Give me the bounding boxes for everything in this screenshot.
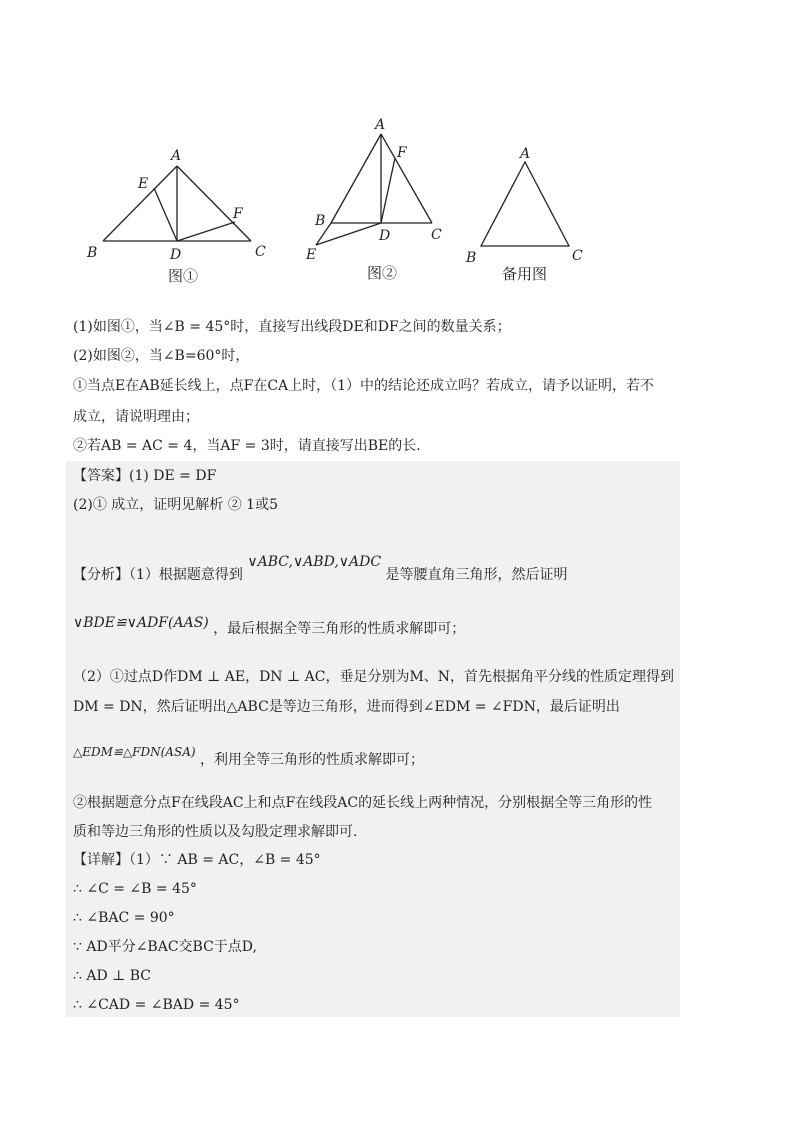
analysis-p2-line3-math: △EDM≌△FDN(ASA)	[73, 745, 196, 759]
fig1-segment-ac	[177, 166, 251, 241]
analysis-part-1-line-2	[73, 615, 466, 639]
fig2-label-b: B	[315, 213, 326, 229]
fig1-caption: 图①	[168, 267, 199, 285]
fig2-segment-df	[381, 158, 395, 223]
fig1-segment-ed	[154, 188, 177, 241]
analysis-part-3-line-2: 质和等边三角形的性质以及勾股定理求解即可.	[73, 824, 358, 840]
answer-line-2: (2)① 成立，证明见解析 ② 1或5	[73, 497, 278, 513]
figure-2	[316, 134, 432, 245]
answer-panel	[66, 461, 680, 1017]
fig1-label-e: E	[138, 176, 149, 192]
detail-line-2: ∴ ∠C = ∠B = 45°	[73, 881, 197, 897]
analysis-part-1-line-1	[73, 554, 568, 585]
detail-line-5: ∴ AD ⊥ BC	[73, 968, 152, 984]
fig2-label-e: E	[306, 247, 317, 263]
figure-1	[103, 166, 251, 241]
fig2-segment-ed	[316, 223, 381, 245]
fig1-segment-df	[177, 222, 235, 241]
question-part-2a-line-2: 成立，请说明理由；	[73, 409, 199, 425]
question-part-2b: ②若AB = AC = 4，当AF = 3时，请直接写出BE的长.	[73, 438, 421, 454]
analysis-part-2-line-2: DM = DN，然后证明出△ABC是等边三角形，进而得到∠EDM = ∠FDN，最后证明出	[73, 699, 620, 715]
fig2-segment-ab	[331, 134, 381, 223]
fig3-label-a: A	[520, 146, 531, 162]
geometry-figures	[0, 0, 800, 300]
detail-line-6: ∴ ∠CAD = ∠BAD = 45°	[73, 997, 240, 1013]
fig1-label-a: A	[171, 148, 182, 164]
fig1-label-c: C	[255, 244, 266, 260]
fig2-label-d: D	[379, 228, 391, 244]
fig2-label-a: A	[375, 117, 386, 133]
detail-line-1: 【详解】（1）∵ AB = AC，∠B = 45°	[73, 852, 321, 868]
answer-line-1: 【答案】(1) DE = DF	[73, 468, 217, 484]
question-part-2a-line-1: ①当点E在AB延长线上，点F在CA上时，（1）中的结论还成立吗？若成立，请予以证明，若不	[73, 378, 655, 394]
analysis-part-3-line-1: ②根据题意分点F在线段AC上和点F在线段AC的延长线上两种情况，分别根据全等三角形的性	[73, 795, 653, 811]
fig2-caption: 图②	[367, 264, 398, 282]
fig1-label-f: F	[233, 206, 243, 222]
fig2-label-f: F	[397, 145, 407, 161]
figure-3	[481, 162, 569, 246]
fig3-label-b: B	[466, 250, 477, 266]
analysis-p1-prefix: 【分析】（1）根据题意得到	[73, 567, 243, 583]
analysis-p1-math: ∨ABC,∨ABD,∨ADC	[247, 554, 382, 570]
detail-line-4: ∵ AD平分∠BAC交BC于点D,	[73, 939, 257, 955]
fig1-label-b: B	[87, 245, 98, 261]
analysis-p1-suffix: 是等腰直角三角形，然后证明	[385, 567, 568, 583]
fig2-label-c: C	[431, 227, 442, 243]
fig3-label-c: C	[572, 248, 583, 264]
analysis-p1-line2-suffix: ，最后根据全等三角形的性质求解即可；	[213, 621, 466, 637]
analysis-part-2-line-1: （2）①过点D作DM ⊥ AE，DN ⊥ AC，垂足分别为M、N，首先根据角平分线的性质定理得到	[73, 669, 675, 685]
detail-line-3: ∴ ∠BAC = 90°	[73, 910, 175, 926]
analysis-p1-line2-math: ∨BDE≌∨ADF(AAS)	[73, 615, 209, 631]
analysis-p2-line3-suffix: ，利用全等三角形的性质求解即可；	[200, 752, 424, 768]
analysis-part-2-line-3	[73, 745, 424, 770]
question-part-1: (1)如图①，当∠B = 45°时，直接写出线段DE和DF之间的数量关系；	[73, 319, 511, 335]
fig3-triangle-abc	[481, 162, 569, 246]
question-part-2: (2)如图②，当∠B=60°时，	[73, 348, 250, 364]
fig1-label-d: D	[170, 247, 182, 263]
fig3-caption: 备用图	[502, 265, 548, 283]
